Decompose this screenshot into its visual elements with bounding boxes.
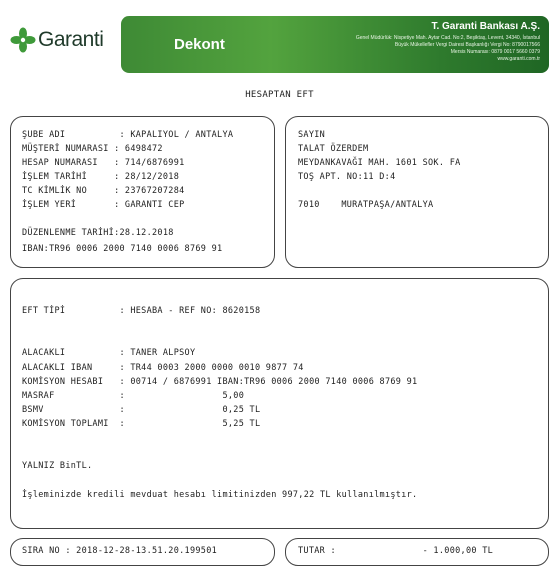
amount-in-words: YALNIZ BinTL. — [22, 461, 93, 471]
account-number: HESAP NUMARASI : 714/6876991 — [22, 158, 185, 168]
customer-number: MÜŞTERİ NUMARASI : 6498472 — [22, 144, 163, 154]
bsmv-tax: BSMV : 0,25 TL — [22, 405, 261, 415]
branch-name: ŞUBE ADI : KAPALIYOL / ANTALYA — [22, 130, 234, 140]
banner-title: Dekont — [174, 36, 225, 53]
eft-type: EFT TİPİ : HESABA - REF NO: 8620158 — [22, 306, 261, 316]
commission-account: KOMİSYON HESABI : 00714 / 6876991 IBAN:TR96 0006 2000 7140 0006 8769 91 — [22, 377, 418, 387]
clover-logo-icon — [10, 27, 36, 53]
garanti-logo — [10, 27, 103, 53]
bank-info — [280, 35, 540, 63]
salutation: SAYIN — [298, 130, 326, 140]
address-box — [285, 116, 549, 268]
logo-text: Garanti — [38, 28, 104, 51]
bank-info-line: Mersis Numarası: 0879 0017 5660 0379 — [450, 49, 540, 55]
sequence-box — [10, 538, 275, 566]
address-line-1: MEYDANKAVAĞI MAH. 1601 SOK. FA — [298, 158, 461, 168]
bank-name: T. Garanti Bankası A.Ş. — [431, 21, 540, 32]
total-box — [285, 538, 549, 566]
customer-name: TALAT ÖZERDEM — [298, 144, 369, 154]
total-amount: TUTAR : - 1.000,00 TL — [298, 546, 494, 556]
creditor: ALACAKLI : TANER ALPSOY — [22, 348, 196, 358]
transaction-channel: İŞLEM YERİ : GARANTI CEP — [22, 200, 185, 210]
commission-total: KOMİSYON TOPLAMI : 5,25 TL — [22, 419, 261, 429]
issue-date: DÜZENLENME TARİHİ:28.12.2018 — [22, 228, 174, 238]
creditor-iban: ALACAKLI IBAN : TR44 0003 2000 0000 0010 9877 74 — [22, 363, 304, 373]
sequence-number: SIRA NO : 2018-12-28-13.51.20.199501 — [22, 546, 218, 556]
transaction-details-box — [10, 278, 549, 529]
sender-iban: IBAN:TR96 0006 2000 7140 0006 8769 91 — [22, 244, 223, 254]
overdraft-note: İşleminizde kredili mevduat hesabı limitinizden 997,22 TL kullanılmıştır. — [22, 490, 418, 500]
bank-info-line: Genel Müdürlük: Nispetiye Mah. Aytar Cad. No:2, Beşiktaş, Levent, 34340, İstanbul — [355, 35, 540, 41]
postal-city: 7010 MURATPAŞA/ANTALYA — [298, 200, 434, 210]
bank-info-line: Büyük Mükellefler Vergi Dairesi Başkanlığı Vergi No: 8790017566 — [394, 42, 540, 48]
tc-id-number: TC KİMLİK NO : 23767207284 — [22, 186, 185, 196]
bank-info-line: www.garanti.com.tr — [497, 56, 540, 62]
document-heading: HESAPTAN EFT — [245, 90, 314, 100]
transaction-date: İŞLEM TARİHİ : 28/12/2018 — [22, 172, 180, 182]
fee: MASRAF : 5,00 — [22, 391, 245, 401]
account-info-box — [10, 116, 275, 268]
address-line-2: TOŞ APT. NO:11 D:4 — [298, 172, 396, 182]
dekont-banner — [121, 16, 549, 73]
